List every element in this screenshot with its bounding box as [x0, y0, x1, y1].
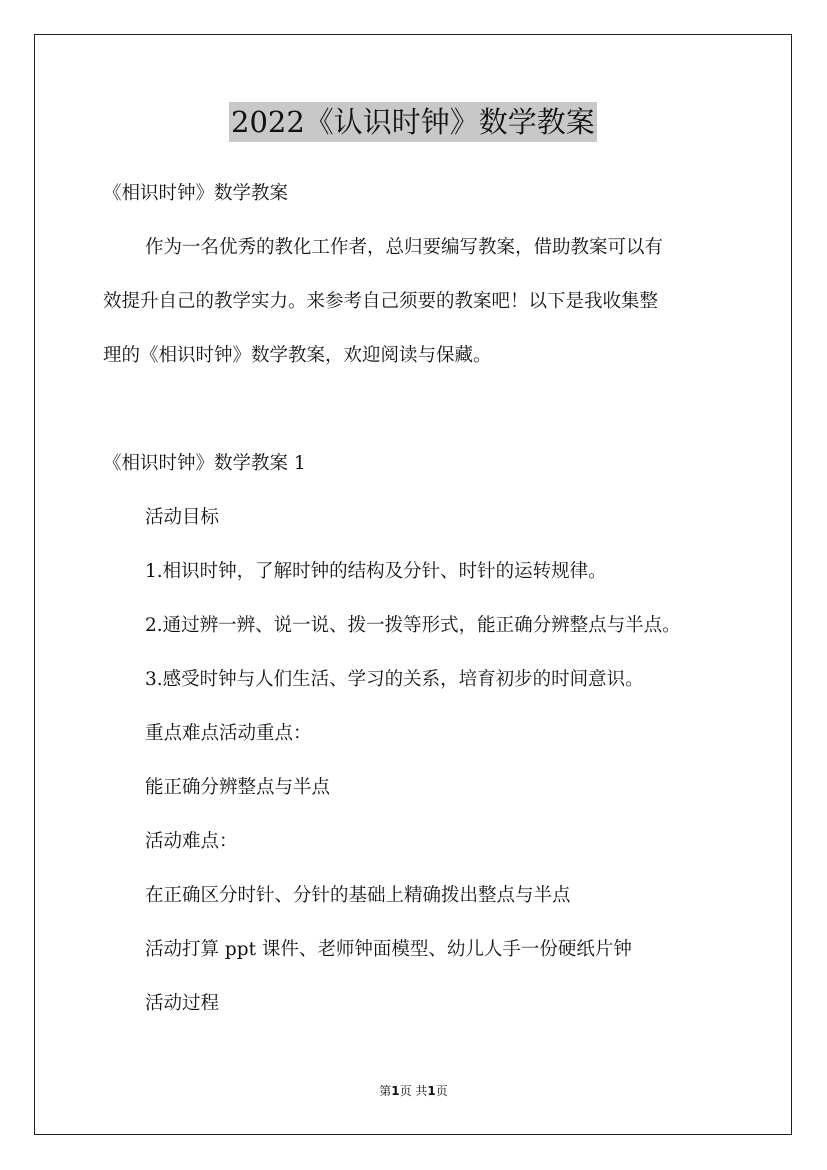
- body-line-preparation: 活动打算 ppt 课件、老师钟面模型、幼儿人手一份硬纸片钟: [145, 939, 632, 960]
- footer-page-current: 1: [391, 1084, 400, 1098]
- body-line-process: 活动过程: [145, 993, 220, 1014]
- footer-page-suffix: 页: [435, 1084, 448, 1098]
- document-title: 2022《认识时钟》数学教案: [229, 102, 597, 142]
- page-footer: [0, 1082, 827, 1100]
- body-line-key-points: 重点难点活动重点：: [145, 723, 312, 744]
- body-line-goal-2: 2.通过辨一辨、说一说、拨一拨等形式，能正确分辨整点与半点。: [145, 615, 681, 636]
- body-line-goals: 活动目标: [145, 507, 220, 528]
- intro-heading: 《相识时钟》数学教案: [103, 183, 289, 204]
- intro-paragraph-line-2: 效提升自己的教学实力。来参考自己须要的教案吧！以下是我收集整: [103, 291, 659, 312]
- body-line-goal-3: 3.感受时钟与人们生活、学习的关系，培育初步的时间意识。: [145, 669, 644, 690]
- body-line-key-point-text: 能正确分辨整点与半点: [145, 777, 331, 798]
- intro-paragraph-line-3: 理的《相识时钟》数学教案，欢迎阅读与保藏。: [103, 345, 492, 366]
- body-line-difficulty-text: 在正确区分时针、分针的基础上精确拨出整点与半点: [145, 885, 571, 906]
- section-heading: 《相识时钟》数学教案 1: [103, 453, 306, 474]
- body-line-difficulty: 活动难点：: [145, 831, 238, 852]
- intro-paragraph-line-1: 作为一名优秀的教化工作者，总归要编写教案，借助教案可以有: [145, 237, 664, 258]
- footer-page-total: 1: [427, 1084, 436, 1098]
- body-line-goal-1: 1.相识时钟，了解时钟的结构及分针、时针的运转规律。: [145, 561, 607, 582]
- footer-page-mid: 页 共: [399, 1084, 428, 1098]
- footer-page-prefix: 第: [379, 1084, 392, 1098]
